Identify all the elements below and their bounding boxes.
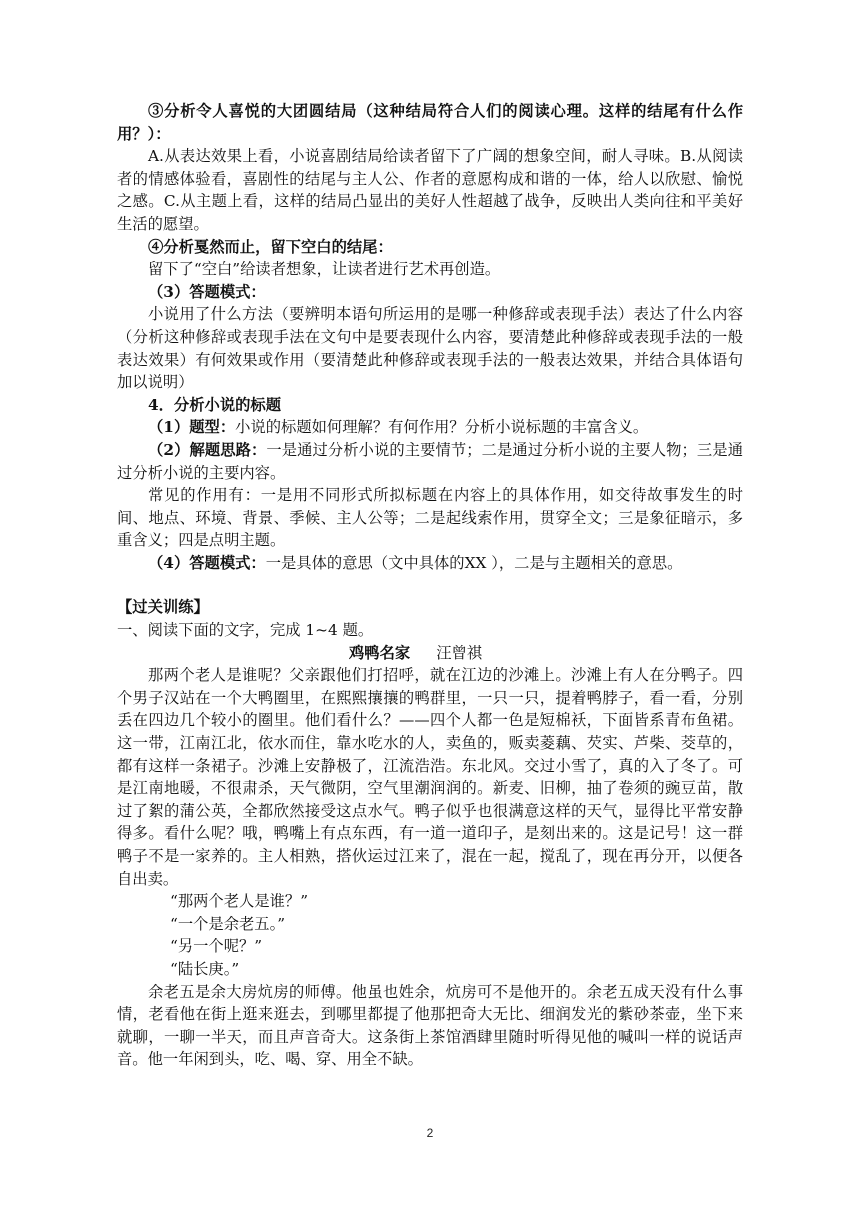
story-paragraph-1: 那两个老人是谁呢？父亲跟他们打招呼，就在江边的沙滩上。沙滩上有人在分鸭子。四个男子汉站在一个大鸭圈里，在熙熙攘攘的鸭群里，一只一只，提着鸭脖子，看一看，分别丢在四边几个较小的圈里。他们看什么？——四个人都一色是短棉袄，下面皆系青布鱼裙。这一带，江南江北，依水而住，靠水吃水的人，卖鱼的，贩卖菱藕、芡实、芦柴、茭草的，都有这样一条裙子。沙滩上安静极了，江流浩浩。东北风。交过小雪了，真的入了冬了。可是江南地暖，不很肃杀，天气微阴，空气里潮润润的。新麦、旧柳，抽了卷须的豌豆苗，散过了絮的蒲公英，全都欣然接受这点水气。鸭子似乎也很满意这样的天气，显得比平常安静得多。看什么呢？哦，鸭嘴上有点东西，有一道一道印子，是刻出来的。这是记号！这一群鸭子不是一家养的。主人相熟，搭伙运过江来了，混在一起，搅乱了，现在再分开，以便各自出卖。 [117, 666, 743, 888]
dialogue-line: “另一个呢？” [170, 937, 263, 956]
training-instruction: 一、阅读下面的文字，完成 1~4 题。 [117, 621, 374, 640]
title-idea-line [117, 439, 743, 484]
story-title: 鸡鸭名家 [349, 643, 411, 662]
story-author: 汪曾祺 [436, 643, 483, 662]
story-title-line [117, 642, 743, 665]
title-pattern-text: 一是具体的意思（文中具体的XX ），二是与主题相关的意思。 [265, 553, 683, 572]
story-paragraph-2: 余老五是余大房炕房的师傅。他虽也姓余，炕房可不是他开的。余老五成天没有什么事情，老看他在街上逛来逛去，到哪里都提了他那把奇大无比、细润发光的紫砂茶壶，坐下来就聊，一聊一半天，而且声音奇大。这条街上茶馆酒肆里随时听得见他的喊叫一样的说话声音。他一年闲到头，吃、喝、穿、用全不缺。 [117, 982, 743, 1069]
answer-pattern-body: 小说用了什么方法（要辨明本语句所运用的是哪一种修辞或表现手法）表达了什么内容（分析这种修辞或表现手法在文句中是要表现什么内容，要清楚此种修辞或表现手法的一般表达效果）有何效果或作用（要清楚此种修辞或表现手法的一般表达效果，并结合具体语句加以说明） [117, 305, 743, 392]
dialogue-line: “陆长庚。” [170, 959, 240, 978]
training-heading: 【过关训练】 [117, 598, 209, 617]
title-pattern-line [117, 552, 743, 575]
title-section-heading: 4．分析小说的标题 [148, 395, 282, 414]
section4-body: 留下了“空白”给读者想象，让读者进行艺术再创造。 [148, 260, 501, 279]
title-type-line [117, 416, 743, 439]
document-page [117, 100, 743, 1071]
title-idea-label: （2）解题思路： [148, 440, 267, 459]
title-common-uses: 常见的作用有：一是用不同形式所拟标题在内容上的具体作用，如交待故事发生的时间、地点、环境、背景、季候、主人公等；二是起线索作用，贯穿全文；三是象征暗示，多重含义；四是点明主题。 [117, 486, 743, 550]
title-type-text: 小说的标题如何理解？有何作用？分析小说标题的丰富含义。 [235, 418, 649, 437]
answer-pattern-heading: （3）答题模式： [148, 282, 266, 301]
section3-heading: ③分析令人喜悦的大团圆结局（这种结局符合人们的阅读心理。这样的结尾有什么作用？）： [117, 102, 743, 143]
section4-heading: ④分析戛然而止，留下空白的结尾： [148, 237, 393, 256]
dialogue-line: “一个是余老五。” [170, 914, 286, 933]
title-type-label: （1）题型： [148, 418, 236, 437]
section3-body: A.从表达效果上看，小说喜剧结局给读者留下了广阔的想象空间，耐人寻味。B.从阅读者的情感体验看，喜剧性的结尾与主人公、作者的意愿构成和谐的一体，给人以欣慰、愉悦之感。C.从主题上看，这样的结局凸显出的美好人性超越了战争，反映出人类向往和平美好生活的愿望。 [117, 147, 743, 233]
title-idea-text: 一是通过分析小说的主要情节；二是通过分析小说的主要人物；三是通过分析小说的主要内容。 [117, 440, 743, 482]
spacer [117, 574, 743, 596]
dialogue-line: “那两个老人是谁？” [170, 892, 309, 911]
title-pattern-label: （4）答题模式： [148, 553, 266, 572]
page-number: 2 [426, 1126, 434, 1140]
